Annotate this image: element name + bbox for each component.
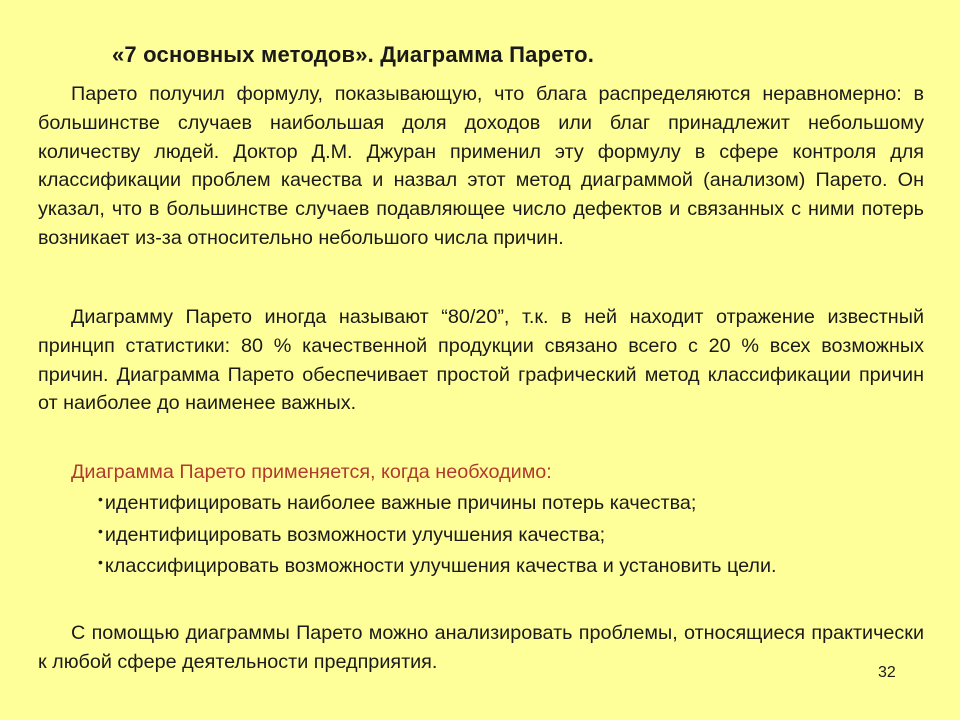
usage-bullet-list [98, 488, 777, 583]
bullet-icon: • [98, 522, 103, 539]
list-item [98, 551, 777, 583]
bullet-icon: • [98, 491, 103, 507]
paragraph-block-2 [38, 303, 924, 418]
list-item [98, 488, 777, 520]
bullet-text: классифицировать возможности улучшения качества и установить цели. [104, 555, 777, 577]
bullet-text: идентифицировать возможности улучшения качества; [104, 523, 606, 546]
slide-title: «7 основных методов». Диаграмма Парето. [112, 42, 595, 67]
paragraph-conclusion: С помощью диаграммы Парето можно анализировать проблемы, относящиеся практически к любой сфере деятельности предприятия. [38, 622, 924, 673]
page-number: 32 [878, 664, 896, 681]
list-item [98, 520, 777, 552]
usage-intro: Диаграмма Парето применяется, когда необходимо: [71, 461, 552, 483]
paragraph-block-3 [38, 619, 924, 677]
paragraph-pareto-formula: Парето получил формулу, показывающую, что блага распределяются неравномерно: в большинстве случаев наибольшая доля доходов или благ принадлежит небольшому количеству людей. Доктор Д.М. Джуран применил эту формулу в сфере контроля для классификации проблем качества и назвал этот метод диаграммой (анализом) Парето. Он указал, что в большинстве случаев подавляющее число дефектов и связанных с ними потерь возникает из-за относительно небольшого числа причин. [38, 83, 924, 249]
bullet-icon: • [98, 554, 103, 570]
bullet-text: идентифицировать наиболее важные причины потерь качества; [104, 492, 697, 514]
paragraph-80-20: Диаграмму Парето иногда называют “80/20”, т.к. в ней находит отражение известный принцип статистики: 80 % качественной продукции связано всего с 20 % всех возможных причин. Диаграмма Парето обеспечивает простой графический метод классификации причин от наиболее до наименее важных. [38, 306, 924, 415]
paragraph-block-1 [38, 80, 924, 253]
